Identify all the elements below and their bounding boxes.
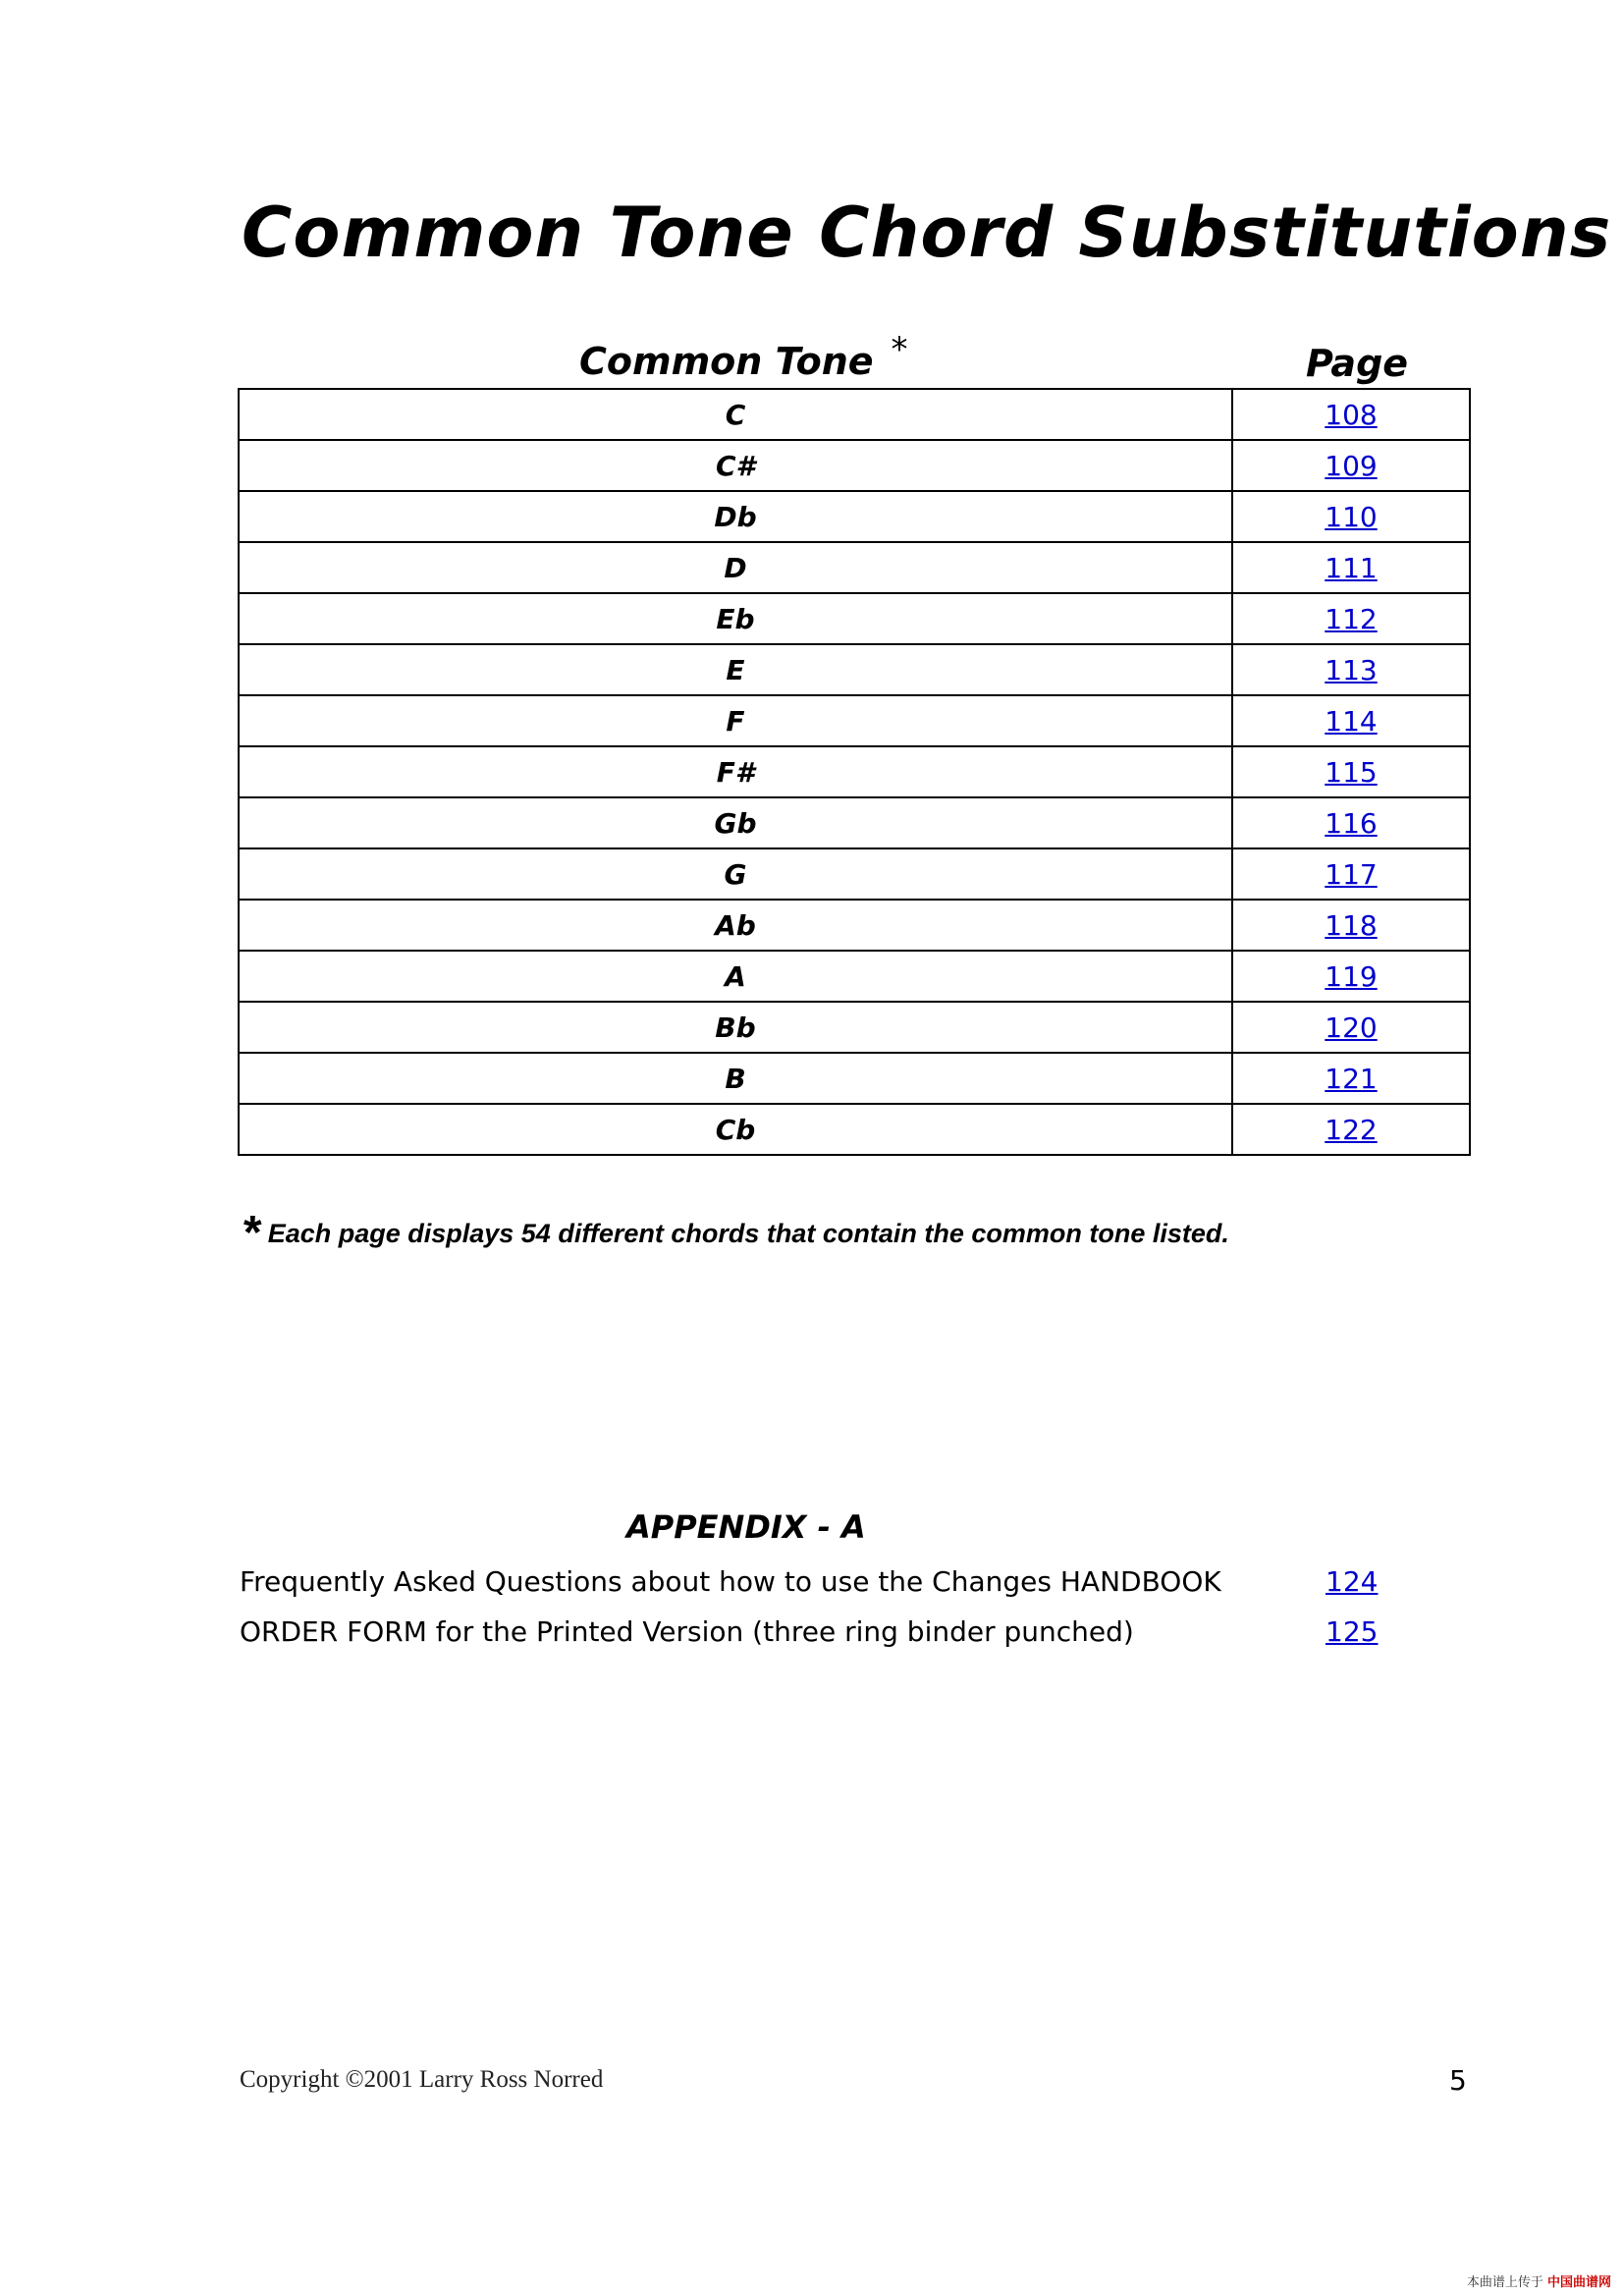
appendix-item-order-form: ORDER FORM for the Printed Version (three ring binder punched)	[240, 1615, 1134, 1648]
page-cell	[1232, 746, 1470, 797]
tone-name: E	[239, 644, 1232, 695]
page-cell	[1232, 644, 1470, 695]
page-cell	[1232, 593, 1470, 644]
tone-name: C	[239, 389, 1232, 440]
copyright-notice: Copyright ©2001 Larry Ross Norred	[240, 2066, 604, 2093]
table-row	[239, 1002, 1470, 1053]
page-link[interactable]: 111	[1325, 551, 1378, 584]
table-row	[239, 848, 1470, 900]
table-row	[239, 797, 1470, 848]
tone-name: B	[239, 1053, 1232, 1104]
page-cell	[1232, 848, 1470, 900]
tone-name: F#	[239, 746, 1232, 797]
page-cell	[1232, 440, 1470, 491]
page-cell	[1232, 1104, 1470, 1155]
column-header-label: Common Tone	[579, 340, 874, 383]
page-number: 5	[1449, 2064, 1467, 2097]
page-cell	[1232, 797, 1470, 848]
table-row	[239, 440, 1470, 491]
table-row	[239, 951, 1470, 1002]
tone-name: C#	[239, 440, 1232, 491]
tone-name: F	[239, 695, 1232, 746]
watermark-brand: 中国曲谱网	[1546, 2275, 1611, 2290]
tone-name: Eb	[239, 593, 1232, 644]
page-link[interactable]: 115	[1325, 755, 1378, 789]
table-row	[239, 542, 1470, 593]
table-row	[239, 695, 1470, 746]
table-row	[239, 1053, 1470, 1104]
page-link[interactable]: 109	[1325, 449, 1378, 482]
page-cell	[1232, 491, 1470, 542]
column-header-page: Page	[1306, 342, 1409, 385]
appendix-link-order-form[interactable]: 125	[1325, 1615, 1379, 1648]
footnote	[242, 1200, 1229, 1259]
table-row	[239, 491, 1470, 542]
table-row	[239, 644, 1470, 695]
page-cell	[1232, 389, 1470, 440]
watermark	[1467, 2271, 1611, 2290]
appendix-heading: APPENDIX - A	[626, 1508, 866, 1546]
page-cell	[1232, 542, 1470, 593]
page-cell	[1232, 1053, 1470, 1104]
page-link[interactable]: 122	[1325, 1113, 1378, 1146]
page-link[interactable]: 118	[1325, 908, 1378, 942]
tone-name: Db	[239, 491, 1232, 542]
page-cell	[1232, 900, 1470, 951]
table-row	[239, 593, 1470, 644]
table-row	[239, 389, 1470, 440]
page-cell	[1232, 951, 1470, 1002]
page-cell	[1232, 695, 1470, 746]
table-row	[239, 900, 1470, 951]
column-header-common-tone	[579, 330, 908, 383]
table-row	[239, 1104, 1470, 1155]
watermark-text: 本曲谱上传于	[1466, 2275, 1543, 2290]
page-link[interactable]: 114	[1325, 704, 1378, 738]
tone-name: Gb	[239, 797, 1232, 848]
tone-name: G	[239, 848, 1232, 900]
table-row	[239, 746, 1470, 797]
tone-name: A	[239, 951, 1232, 1002]
page-link[interactable]: 110	[1325, 500, 1378, 533]
footnote-asterisk: *	[242, 1207, 260, 1259]
tone-name: Cb	[239, 1104, 1232, 1155]
appendix-item-faq: Frequently Asked Questions about how to use the Changes HANDBOOK	[240, 1565, 1221, 1598]
appendix-link-faq[interactable]: 124	[1325, 1565, 1379, 1598]
page-link[interactable]: 113	[1325, 653, 1378, 686]
page-link[interactable]: 120	[1325, 1011, 1378, 1044]
page-cell	[1232, 1002, 1470, 1053]
footnote-text: Each page displays 54 different chords that contain the common tone listed.	[267, 1219, 1229, 1248]
page-link[interactable]: 121	[1325, 1062, 1378, 1095]
page-link[interactable]: 108	[1325, 398, 1378, 431]
page-link[interactable]: 119	[1325, 959, 1378, 993]
page-link[interactable]: 116	[1325, 806, 1378, 840]
tone-name: Bb	[239, 1002, 1232, 1053]
page-title: Common Tone Chord Substitutions	[242, 192, 1612, 273]
tone-name: Ab	[239, 900, 1232, 951]
page-link[interactable]: 117	[1325, 857, 1378, 891]
common-tone-table	[238, 388, 1471, 1156]
tone-name: D	[239, 542, 1232, 593]
asterisk-mark: *	[891, 330, 908, 369]
page-link[interactable]: 112	[1325, 602, 1378, 635]
